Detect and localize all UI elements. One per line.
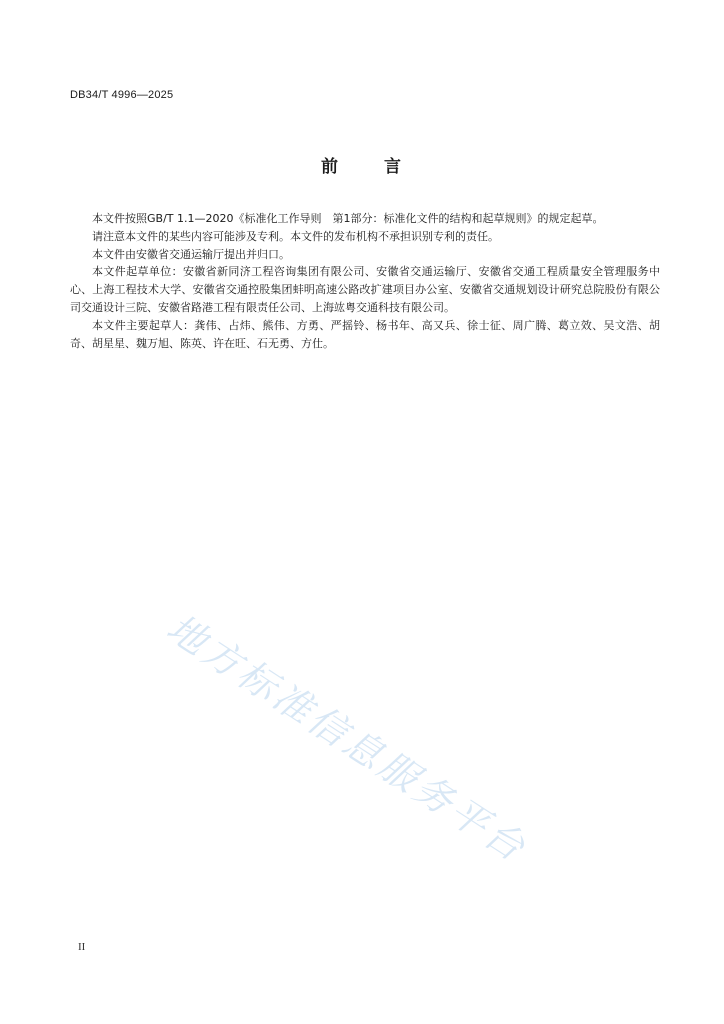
watermark-text: 地方标准信息服务平台 xyxy=(159,605,536,872)
page-number: II xyxy=(78,941,86,953)
paragraph-drafting-units: 本文件起草单位：安徽省新同济工程咨询集团有限公司、安徽省交通运输厅、安徽省交通工程质量安全管理服务中心、上海工程技术大学、安徽省交通控股集团蚌明高速公路改扩建项目办公室、安徽省交通规划设计研究总院股份有限公司交通设计三院、安徽省路港工程有限责任公司、上海竑粤交通科技有限公司。 xyxy=(70,265,660,314)
paragraph-drafters: 本文件主要起草人：龚伟、占炜、熊伟、方勇、严摇铃、杨书年、高又兵、徐士征、周广腾、葛立效、吴文浩、胡奇、胡星星、魏万旭、陈英、许在旺、石无勇、方仕。 xyxy=(70,318,660,350)
title-char-2: 言 xyxy=(384,157,403,177)
paragraph-drafting-rules: 本文件按照GB/T 1.1—2020《标准化工作导则 第1部分：标准化文件的结构和起草规则》的规定起草。 xyxy=(92,212,604,225)
paragraph-proposer: 本文件由安徽省交通运输厅提出并归口。 xyxy=(92,247,290,261)
page-title xyxy=(0,152,724,177)
foreword-body xyxy=(70,210,660,352)
title-char-1: 前 xyxy=(321,157,340,177)
document-code: DB34/T 4996—2025 xyxy=(70,89,174,101)
paragraph-patent-notice: 请注意本文件的某些内容可能涉及专利。本文件的发布机构不承担识别专利的责任。 xyxy=(92,229,499,243)
